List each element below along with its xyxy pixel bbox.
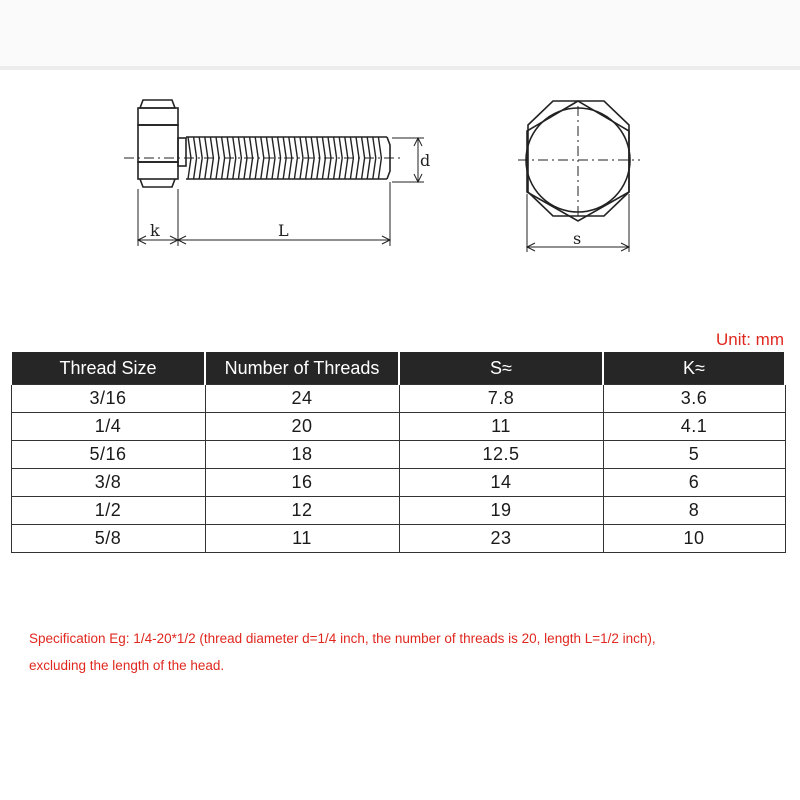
label-s: s — [573, 229, 582, 248]
table-row — [11, 469, 785, 497]
cell-s: 23 — [399, 525, 603, 553]
cell-k: 4.1 — [603, 413, 785, 441]
table-header-row — [11, 352, 785, 385]
table-row — [11, 441, 785, 469]
label-d: d — [420, 151, 431, 170]
cell-thread-size: 1/4 — [11, 413, 205, 441]
cell-k: 6 — [603, 469, 785, 497]
cell-number-of-threads: 11 — [205, 525, 399, 553]
cell-thread-size: 1/2 — [11, 497, 205, 525]
header-thread-size: Thread Size — [11, 352, 205, 385]
cell-number-of-threads: 18 — [205, 441, 399, 469]
bolt-head-end-view — [518, 98, 640, 221]
cell-thread-size: 3/16 — [11, 385, 205, 413]
cell-thread-size: 3/8 — [11, 469, 205, 497]
label-k: k — [150, 221, 160, 240]
label-L: L — [278, 221, 289, 240]
cell-s: 19 — [399, 497, 603, 525]
cell-number-of-threads: 20 — [205, 413, 399, 441]
cell-k: 10 — [603, 525, 785, 553]
table-row — [11, 413, 785, 441]
cell-k: 3.6 — [603, 385, 785, 413]
spec-table — [10, 352, 786, 553]
specification-note — [29, 625, 779, 679]
cell-number-of-threads: 24 — [205, 385, 399, 413]
note-line-1: Specification Eg: 1/4-20*1/2 (thread diameter d=1/4 inch, the number of threads is 20, length L=1/2 inch), — [29, 631, 656, 646]
cell-k: 5 — [603, 441, 785, 469]
note-line-2: excluding the length of the head. — [29, 658, 225, 673]
cell-s: 7.8 — [399, 385, 603, 413]
table-row — [11, 497, 785, 525]
table-row — [11, 525, 785, 553]
unit-label: Unit: mm — [716, 330, 784, 349]
table-row — [11, 385, 785, 413]
cell-s: 14 — [399, 469, 603, 497]
cell-thread-size: 5/8 — [11, 525, 205, 553]
cell-number-of-threads: 16 — [205, 469, 399, 497]
cell-k: 8 — [603, 497, 785, 525]
header-k: K≈ — [603, 352, 785, 385]
header-s: S≈ — [399, 352, 603, 385]
cell-s: 11 — [399, 413, 603, 441]
header-number-of-threads: Number of Threads — [205, 352, 399, 385]
top-band — [0, 0, 800, 66]
cell-number-of-threads: 12 — [205, 497, 399, 525]
dimension-k-L — [138, 182, 390, 246]
bolt-head-side-view — [138, 100, 178, 187]
cell-s: 12.5 — [399, 441, 603, 469]
bolt-technical-drawing — [0, 70, 800, 270]
cell-thread-size: 5/16 — [11, 441, 205, 469]
